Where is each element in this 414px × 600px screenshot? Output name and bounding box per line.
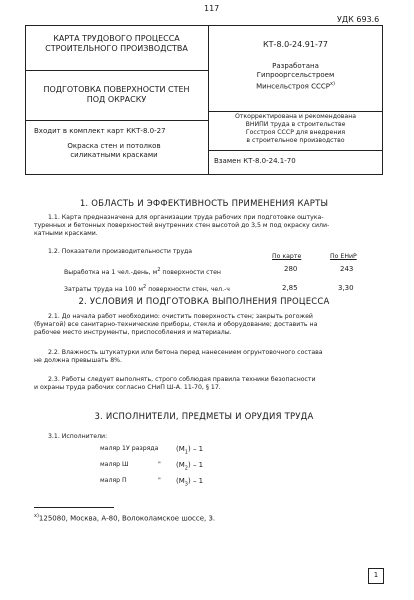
workers-list bbox=[100, 445, 204, 493]
kit-info: Входит в комплект карт ККТ-8.0-27 Окраска стен и потолков силикатными красками bbox=[34, 127, 166, 159]
footnote-rule bbox=[34, 507, 114, 508]
paragraph-1-2: 1.2. Показатели производительности труда bbox=[48, 248, 193, 255]
section-1-title: 1. ОБЛАСТЬ И ЭФФЕКТИВНОСТЬ ПРИМЕНЕНИЯ КАРТЫ bbox=[79, 199, 329, 209]
section-2-title: 2. УСЛОВИЯ И ПОДГОТОВКА ВЫПОЛНЕНИЯ ПРОЦЕССА bbox=[78, 297, 330, 307]
row-output-enir: 243 bbox=[340, 265, 354, 273]
replaces: Взамен КТ-8.0-24.1-70 bbox=[214, 157, 296, 165]
paragraph-3-1: 3.1. Исполнители: bbox=[48, 433, 108, 440]
developer: Разработана Гипрооргсельстроем Минсельстроя СССР$^{x)}$ bbox=[256, 62, 335, 91]
paragraph-2-3: 2.3. Работы следует выполнять, строго соблюдая правила техники безопасности и охраны труда рабочих согласно СНиП Ш-А. 11-70, § 17. bbox=[34, 376, 316, 391]
title-block-rule bbox=[208, 111, 383, 112]
row-output-label: Выработка на 1 чел.-день, $м^2$ поверхности стен bbox=[64, 267, 221, 277]
paragraph-2-2: 2.2. Влажность штукатурки или бетона перед нанесением огрунтовочного состава не должна превышать 8%. bbox=[34, 349, 323, 364]
list-item: маляр Ш " $(М_2) - 1$ bbox=[100, 461, 204, 472]
footnote-ref: x) bbox=[329, 81, 335, 87]
section-3-title: 3. ИСПОЛНИТЕЛИ, ПРЕДМЕТЫ И ОРУДИЯ ТРУДА bbox=[94, 412, 314, 422]
udk-code: УДК 693.6 bbox=[337, 15, 380, 24]
ditto-mark: " bbox=[158, 461, 161, 468]
row-labor-enir: 3,30 bbox=[338, 284, 354, 292]
title-block-rule bbox=[208, 150, 383, 151]
footnote: $^{x)}$125080, Москва, А-80, Волоколамское шоссе, 3. bbox=[34, 513, 216, 523]
col-header-enir: По ЕНиР bbox=[330, 253, 357, 260]
card-title: КАРТА ТРУДОВОГО ПРОЦЕССА СТРОИТЕЛЬНОГО ПРОИЗВОДСТВА bbox=[45, 34, 188, 53]
ditto-mark: " bbox=[158, 477, 161, 484]
row-labor-label: Затраты труда на 100 $м^2$ поверхности стен, чел.-ч bbox=[64, 284, 230, 294]
page-number: 117 bbox=[204, 4, 220, 13]
work-title: ПОДГОТОВКА ПОВЕРХНОСТИ СТЕН ПОД ОКРАСКУ bbox=[43, 85, 190, 104]
approval-note: Откорректирована и рекомендована ВНИПИ труда в строительстве Госстроя СССР для внедрения в строительное производство bbox=[234, 113, 357, 144]
list-item: маляр П " $(М_3) - 1$ bbox=[100, 477, 204, 488]
page-index: 1 bbox=[373, 571, 379, 579]
col-header-card: По карте bbox=[272, 253, 302, 260]
card-code: КТ-8.0-24.91-77 bbox=[262, 40, 329, 49]
list-item: маляр 1У разряда $(М_1) - 1$ bbox=[100, 445, 204, 456]
row-output-card: 280 bbox=[284, 265, 298, 273]
paragraph-1-1: 1.1. Карта предназначена для организации труда рабочих при подготовке оштука- туренных и бетонных поверхностей внутренних стен высотой до 3,5 м под окраску сили- катными красками. bbox=[34, 214, 330, 237]
title-block-rule bbox=[25, 120, 208, 121]
title-block-rule bbox=[25, 70, 208, 71]
row-labor-card: 2,85 bbox=[282, 284, 298, 292]
paragraph-2-1: 2.1. До начала работ необходимо: очистить поверхность стен; закрыть рогожей (бумагой) все санитарно-технические приборы, стекла и оборудование; доставить на рабочее место инструменты, приспособления и материалы. bbox=[34, 313, 318, 336]
